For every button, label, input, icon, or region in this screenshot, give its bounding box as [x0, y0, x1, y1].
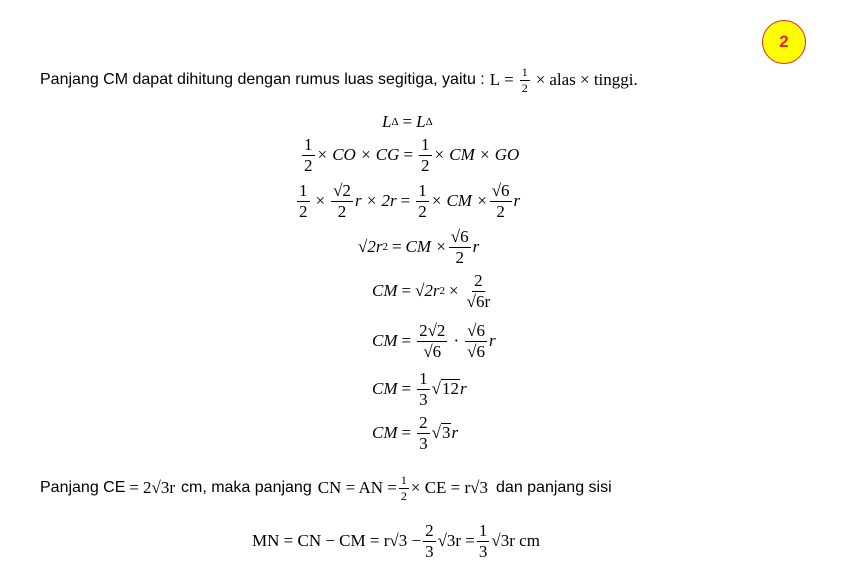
page-number-badge [762, 20, 806, 64]
intro-formula-lhs: L [489, 70, 501, 90]
step-6: CM = $\frac{2√2}{√6}$ · $\frac{√6}{√6}$ r [372, 321, 496, 361]
conclusion-paragraph: Panjang CE = 2√3r cm, maka panjang CN = AN = $\frac{1}{2}$ × CE = r√3 dan panjang sisi [40, 473, 612, 503]
step-5: CM = √2r 2 × $\frac{2}{√6r}$ [372, 271, 491, 311]
step-2: $\frac{1}{2}$ × CO × CG = $\frac{1}{2}$ × CM × GO [304, 135, 520, 175]
step-8: CM = $\frac{2}{3}$ √ 3 r [372, 413, 459, 453]
intro-paragraph: Panjang CM dapat dihitung dengan rumus luas segitiga, yaitu : L = $\frac{1}{2}$ × alas × tinggi. [40, 65, 638, 95]
step-7: CM = $\frac{1}{3}$ √ 12 r [372, 369, 467, 409]
final-equation: MN = CN − CM = r√3 − $\frac{2}{3}$ √3r = $\frac{1}{3}$ √3r cm [252, 521, 540, 561]
intro-half-fraction: $\frac{1}{2}$ [521, 65, 528, 95]
step-1: L Δ = L Δ [382, 112, 433, 131]
intro-formula-rest: alas × tinggi. [549, 70, 638, 90]
step-4: √2r 2 = CM × $\frac{√6}{2}$ r [358, 227, 480, 267]
page-number: 2 [779, 32, 789, 51]
intro-text: Panjang CM dapat dihitung dengan rumus luas segitiga, yaitu : [40, 71, 485, 89]
step-3: $\frac{1}{2}$ × $\frac{√2}{2}$ r × 2r = $\frac{1}{2}$ × CM × $\frac{√6}{2}$ r [299, 181, 521, 221]
